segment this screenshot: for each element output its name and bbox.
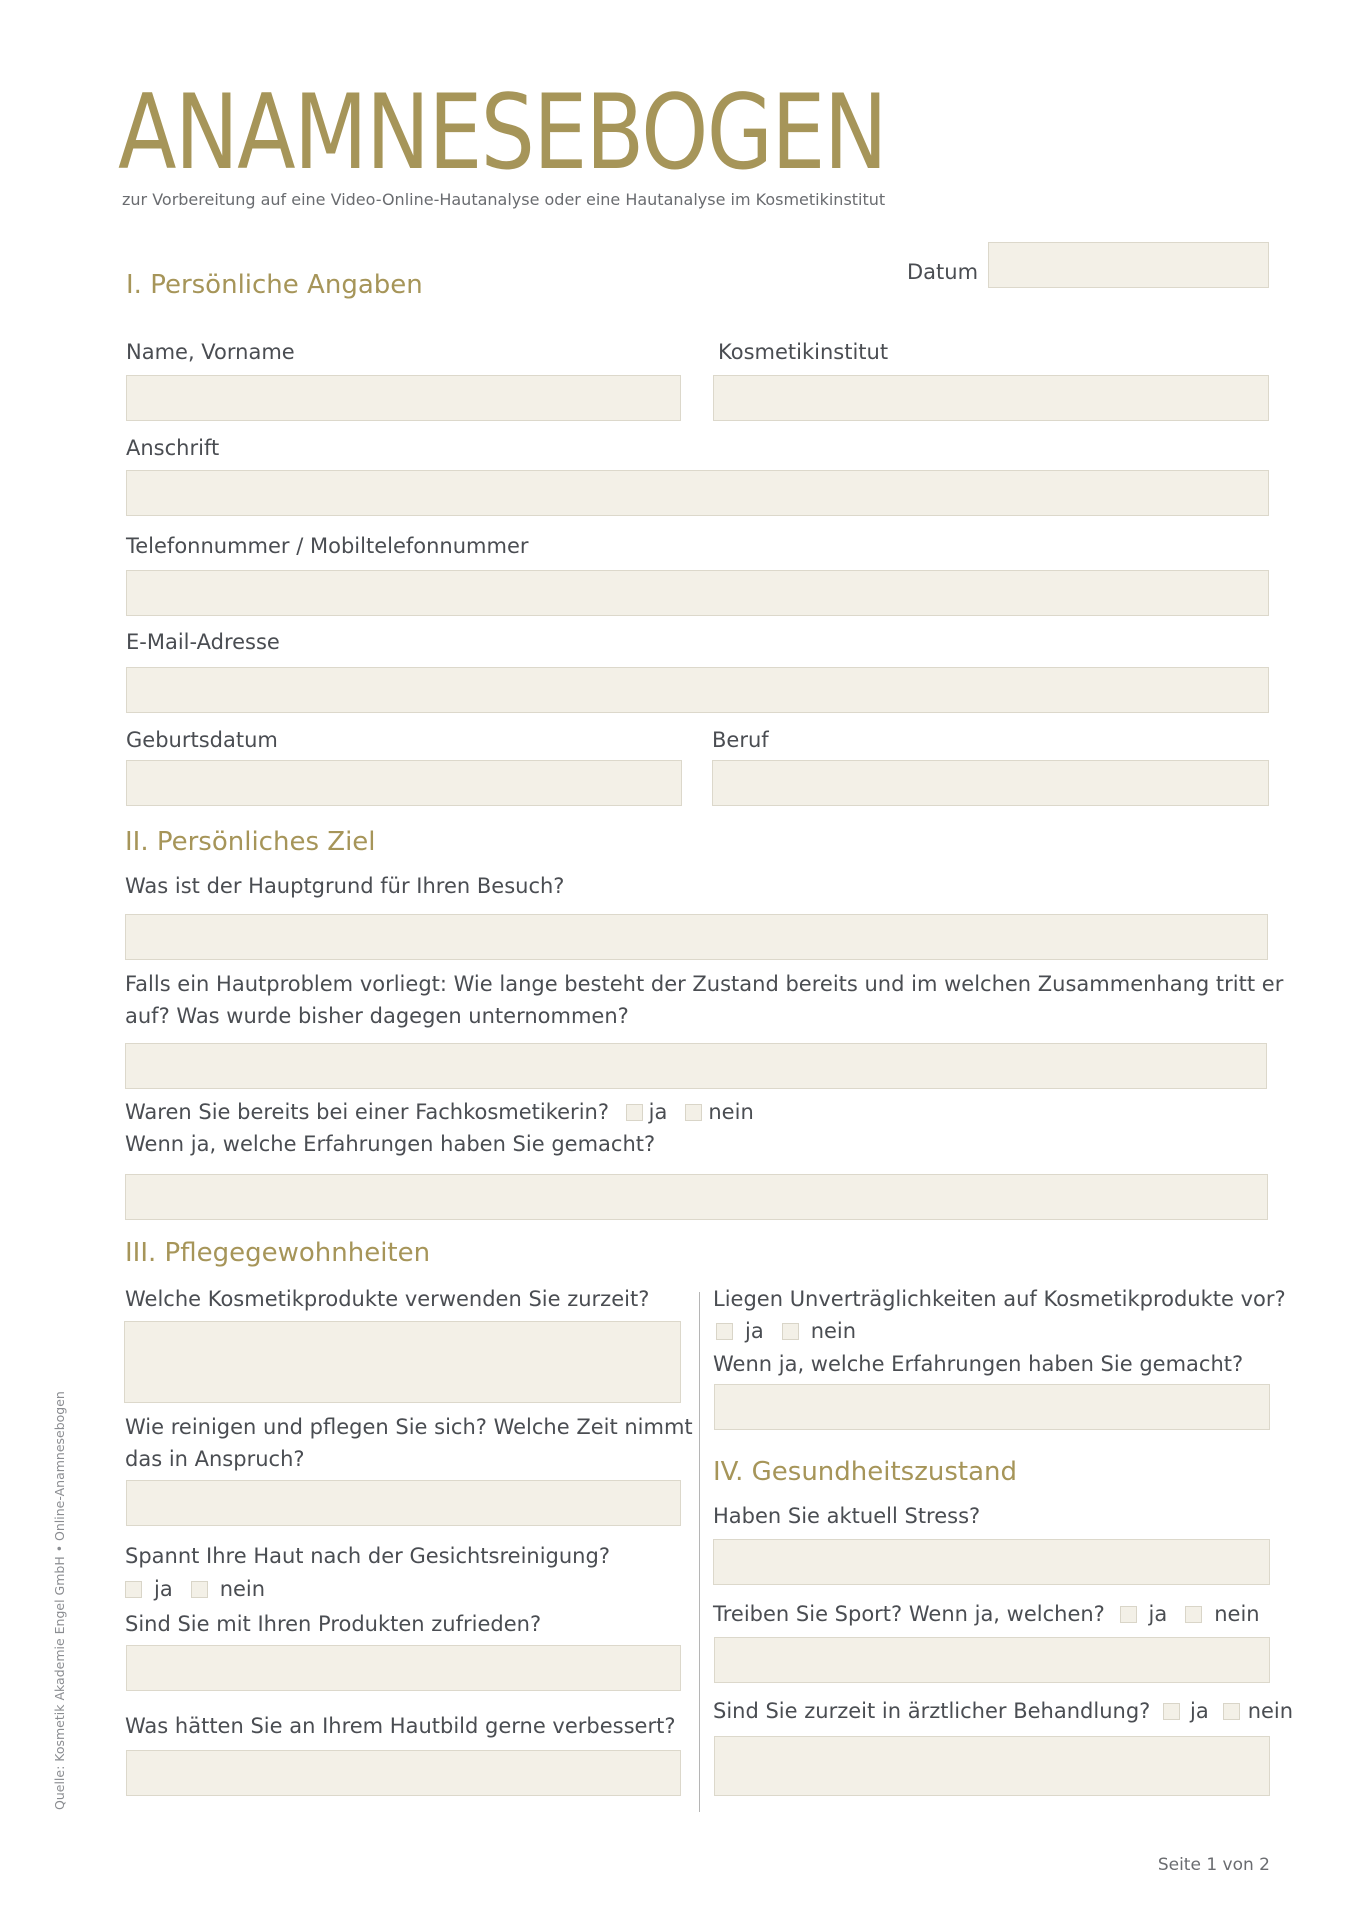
section-4-heading: IV. Gesundheitszustand [713,1457,1018,1487]
stress-field[interactable] [713,1539,1270,1585]
experience-field[interactable] [125,1174,1268,1220]
section-2-heading: II. Persönliches Ziel [125,827,376,857]
satisfied-field[interactable] [126,1645,681,1691]
tension-options [125,1573,283,1606]
document-title: ANAMNESEBOGEN [118,73,886,193]
medical-field[interactable] [714,1736,1270,1796]
tension-question: Spannt Ihre Haut nach der Gesichtsreinigung? [125,1544,610,1568]
medical-question: Sind Sie zurzeit in ärztlicher Behandlung? [713,1699,1151,1723]
sport-field[interactable] [714,1637,1270,1683]
products-question: Welche Kosmetikprodukte verwenden Sie zurzeit? [125,1287,650,1311]
intolerance-yes-checkbox[interactable] [716,1323,733,1340]
profession-label: Beruf [712,728,769,752]
reason-question: Was ist der Hauptgrund für Ihren Besuch? [125,874,565,898]
institute-label: Kosmetikinstitut [718,340,889,364]
medical-question-row [713,1695,1311,1728]
visited-yes-label: ja [648,1100,668,1124]
visited-question-row [125,1096,772,1129]
problem-question-line-2: auf? Was wurde bisher dagegen unternommen? [125,1004,629,1028]
date-label: Datum [907,260,979,284]
medical-no-label: nein [1247,1699,1294,1723]
email-label: E-Mail-Adresse [126,630,280,654]
sport-question-row [713,1598,1278,1631]
source-note: Quelle: Kosmetik Akademie Engel GmbH • Online-Anamnesebogen [52,1391,67,1810]
problem-field[interactable] [125,1043,1267,1089]
intolerance-options [716,1315,874,1348]
intolerance-no-checkbox[interactable] [782,1323,799,1340]
products-field[interactable] [124,1321,681,1403]
tension-no-checkbox[interactable] [191,1581,208,1598]
sport-yes-checkbox[interactable] [1120,1606,1137,1623]
visited-no-label: nein [708,1100,754,1124]
visited-yes-checkbox[interactable] [626,1104,643,1121]
visited-no-checkbox[interactable] [685,1104,702,1121]
tension-yes-checkbox[interactable] [125,1581,142,1598]
improve-question: Was hätten Sie an Ihrem Hautbild gerne verbessert? [125,1714,676,1738]
reason-field[interactable] [125,914,1268,960]
problem-question-line-1: Falls ein Hautproblem vorliegt: Wie lange besteht der Zustand bereits und im welchen Zusammenhang tritt er [125,972,1284,996]
date-field[interactable] [988,242,1269,288]
birthdate-label: Geburtsdatum [126,728,278,752]
document-subtitle: zur Vorbereitung auf eine Video-Online-Hautanalyse oder eine Hautanalyse im Kosmetikinstitut [122,190,886,209]
phone-label: Telefonnummer / Mobiltelefonnummer [126,534,529,558]
intolerance-experience-field[interactable] [714,1384,1270,1430]
stress-question: Haben Sie aktuell Stress? [713,1504,981,1528]
name-label: Name, Vorname [126,340,295,364]
page-number: Seite 1 von 2 [1157,1855,1270,1875]
address-field[interactable] [126,470,1269,516]
cleansing-question-line-1: Wie reinigen und pflegen Sie sich? Welche Zeit nimmt [125,1415,693,1439]
intolerance-yes-label: ja [745,1319,764,1343]
section-1-heading: I. Persönliche Angaben [126,270,423,300]
tension-no-label: nein [219,1577,266,1601]
satisfied-question: Sind Sie mit Ihren Produkten zufrieden? [125,1612,542,1636]
tension-yes-label: ja [154,1577,173,1601]
medical-yes-label: ja [1190,1699,1209,1723]
cleansing-field[interactable] [126,1480,681,1526]
cleansing-question-line-2: das in Anspruch? [125,1447,305,1471]
profession-field[interactable] [712,760,1269,806]
sport-yes-label: ja [1148,1602,1168,1626]
intolerance-question: Liegen Unverträglichkeiten auf Kosmetikprodukte vor? [713,1287,1286,1311]
sport-no-checkbox[interactable] [1185,1606,1202,1623]
address-label: Anschrift [126,436,220,460]
sport-question: Treiben Sie Sport? Wenn ja, welchen? [713,1602,1105,1626]
medical-no-checkbox[interactable] [1223,1703,1240,1720]
name-field[interactable] [126,375,681,421]
column-divider [699,1292,700,1812]
section-3-heading: III. Pflegegewohnheiten [125,1238,431,1268]
experience-question: Wenn ja, welche Erfahrungen haben Sie gemacht? [125,1132,656,1156]
birthdate-field[interactable] [126,760,682,806]
phone-field[interactable] [126,570,1269,616]
improve-field[interactable] [126,1750,681,1796]
sport-no-label: nein [1214,1602,1260,1626]
medical-yes-checkbox[interactable] [1163,1703,1180,1720]
intolerance-experience-question: Wenn ja, welche Erfahrungen haben Sie gemacht? [713,1352,1244,1376]
visited-question: Waren Sie bereits bei einer Fachkosmetikerin? [125,1100,609,1124]
intolerance-no-label: nein [810,1319,857,1343]
email-field[interactable] [126,667,1269,713]
institute-field[interactable] [713,375,1269,421]
